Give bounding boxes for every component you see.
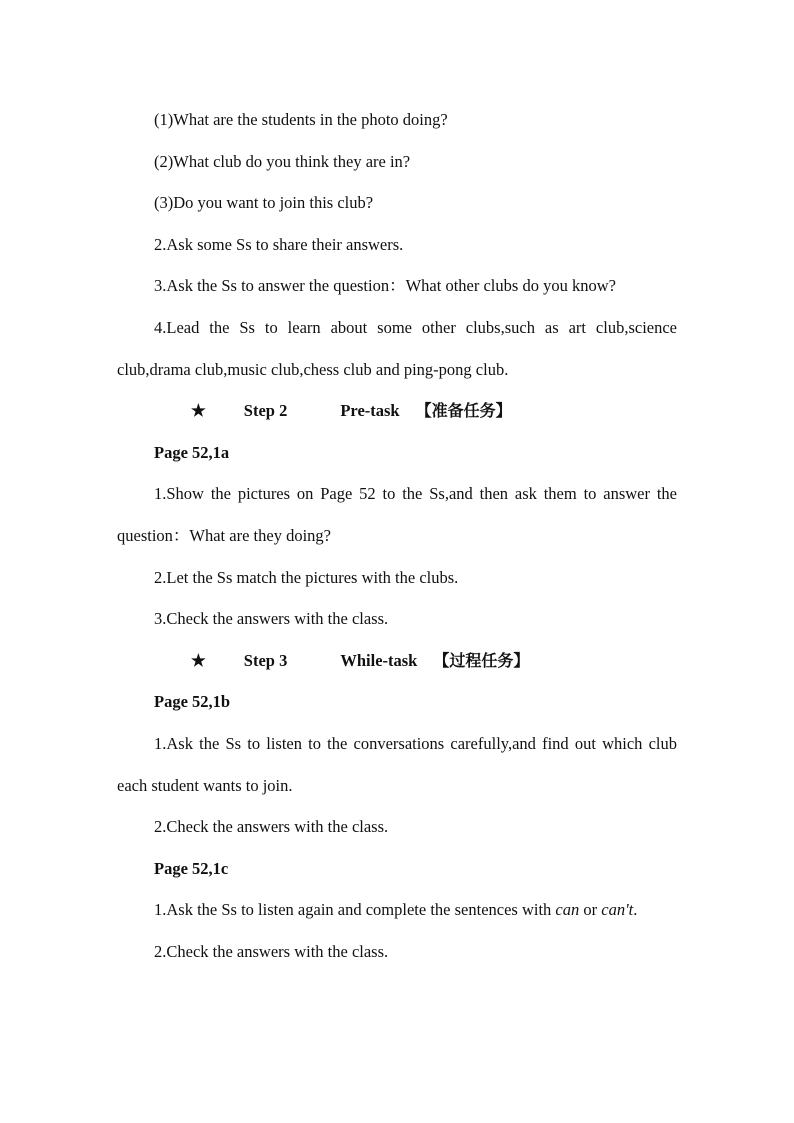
page-1c-item-1 [117,889,677,931]
step3-label: Step 3 [243,650,288,670]
word-cant: can't [601,900,634,920]
word-can: can [555,900,580,920]
step2-task: Pre-task [340,401,400,421]
step2-label: Step 2 [243,401,288,421]
page-1a-item-1: 1.Show the pictures on Page 52 to the Ss,and then ask them to answer the question：What are they doing? [117,484,677,545]
star-icon: ★ [191,650,206,670]
word-or: or [579,900,602,920]
page-1b-item-2: 2.Check the answers with the class. [154,817,389,837]
step1-item-4: 4.Lead the Ss to learn about some other clubs,such as art club,science club,drama club,music club,chess club and ping-pong club. [117,317,677,379]
page-1a-item-2: 2.Let the Ss match the pictures with the clubs. [154,567,459,587]
question-2: (2)What club do you think they are in? [154,151,411,171]
step3-heading [117,640,677,682]
step3-cn-title: 【过程任务】 [433,650,530,670]
page-1c-heading: Page 52,1c [154,858,229,878]
step3-task: While-task [340,650,418,670]
step1-item-3: 3.Ask the Ss to answer the question：What other clubs do you know? [154,276,616,296]
page-1c-item-1-text: 1.Ask the Ss to listen again and complete the sentences with [154,900,556,920]
step2-cn-title: 【准备任务】 [415,401,512,421]
step2-heading [117,390,677,432]
question-1: (1)What are the students in the photo doing? [154,110,448,129]
page-1b-heading: Page 52,1b [154,692,231,712]
document-body [117,99,677,972]
page-1c-item-2: 2.Check the answers with the class. [154,941,389,961]
sentence-end: . [633,900,638,920]
page-1a-item-3: 3.Check the answers with the class. [154,609,389,629]
step1-item-2: 2.Ask some Ss to share their answers. [154,234,404,254]
question-3: (3)Do you want to join this club? [154,193,374,213]
page-1a-heading: Page 52,1a [154,442,230,462]
star-icon: ★ [191,401,206,421]
page-1b-item-1: 1.Ask the Ss to listen to the conversations carefully,and find out which club each student wants to join. [117,733,677,795]
